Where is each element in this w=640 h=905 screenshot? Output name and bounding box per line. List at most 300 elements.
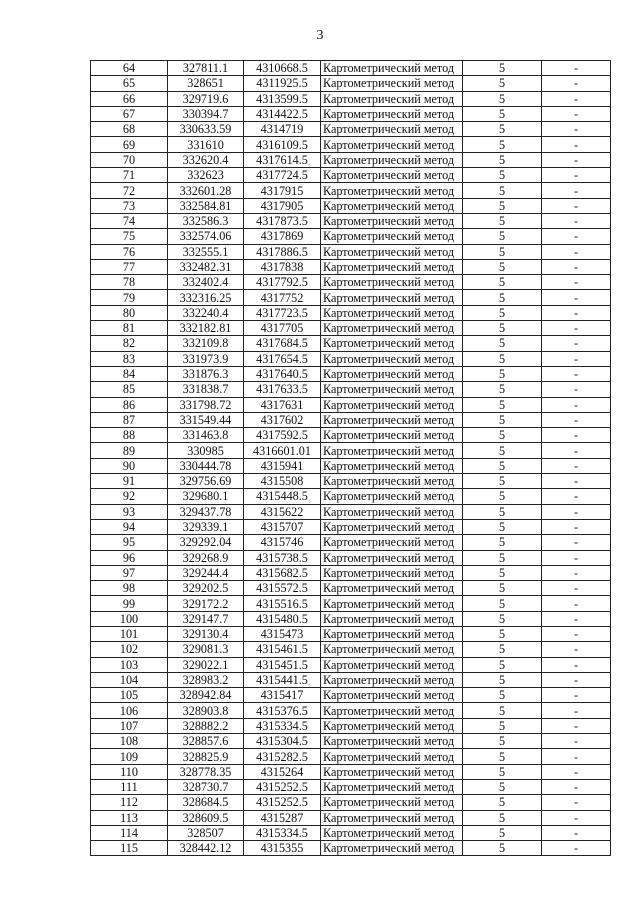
y-coordinate-cell: 4315451.5 [244, 657, 321, 672]
table-row [91, 275, 611, 290]
y-coordinate-cell: 4315304.5 [244, 734, 321, 749]
y-coordinate-cell: 4317723.5 [244, 305, 321, 320]
x-coordinate-cell: 328825.9 [168, 749, 244, 764]
point-number-cell: 85 [91, 382, 168, 397]
y-coordinate-cell: 4315282.5 [244, 749, 321, 764]
table-row [91, 718, 611, 733]
accuracy-cell: 5 [463, 581, 542, 596]
x-coordinate-cell: 329756.69 [168, 474, 244, 489]
x-coordinate-cell: 328507 [168, 825, 244, 840]
x-coordinate-cell: 331798.72 [168, 397, 244, 412]
page-number: 3 [316, 28, 324, 43]
table-row [91, 290, 611, 305]
table-row [91, 779, 611, 794]
accuracy-cell: 5 [463, 657, 542, 672]
x-coordinate-cell: 329022.1 [168, 657, 244, 672]
table-row [91, 137, 611, 152]
note-cell: - [542, 412, 611, 427]
point-number-cell: 112 [91, 795, 168, 810]
method-cell: Картометрический метод [321, 76, 463, 91]
accuracy-cell: 5 [463, 428, 542, 443]
point-number-cell: 74 [91, 213, 168, 228]
point-number-cell: 80 [91, 305, 168, 320]
note-cell: - [542, 305, 611, 320]
accuracy-cell: 5 [463, 91, 542, 106]
method-cell: Картометрический метод [321, 305, 463, 320]
method-cell: Картометрический метод [321, 718, 463, 733]
point-number-cell: 89 [91, 443, 168, 458]
y-coordinate-cell: 4310668.5 [244, 61, 321, 76]
x-coordinate-cell: 328778.35 [168, 764, 244, 779]
method-cell: Картометрический метод [321, 290, 463, 305]
point-number-cell: 76 [91, 244, 168, 259]
table-row [91, 764, 611, 779]
x-coordinate-cell: 332623 [168, 168, 244, 183]
accuracy-cell: 5 [463, 336, 542, 351]
x-coordinate-cell: 332402.4 [168, 275, 244, 290]
note-cell: - [542, 489, 611, 504]
note-cell: - [542, 458, 611, 473]
method-cell: Картометрический метод [321, 596, 463, 611]
point-number-cell: 98 [91, 581, 168, 596]
y-coordinate-cell: 4315746 [244, 535, 321, 550]
accuracy-cell: 5 [463, 779, 542, 794]
y-coordinate-cell: 4315252.5 [244, 779, 321, 794]
point-number-cell: 105 [91, 688, 168, 703]
point-number-cell: 66 [91, 91, 168, 106]
point-number-cell: 111 [91, 779, 168, 794]
method-cell: Картометрический метод [321, 642, 463, 657]
point-number-cell: 110 [91, 764, 168, 779]
x-coordinate-cell: 329339.1 [168, 519, 244, 534]
method-cell: Картометрический метод [321, 198, 463, 213]
x-coordinate-cell: 329172.2 [168, 596, 244, 611]
y-coordinate-cell: 4317592.5 [244, 428, 321, 443]
x-coordinate-cell: 328684.5 [168, 795, 244, 810]
point-number-cell: 99 [91, 596, 168, 611]
coordinates-table-body [91, 61, 611, 856]
accuracy-cell: 5 [463, 305, 542, 320]
table-row [91, 657, 611, 672]
y-coordinate-cell: 4315252.5 [244, 795, 321, 810]
point-number-cell: 87 [91, 412, 168, 427]
accuracy-cell: 5 [463, 412, 542, 427]
note-cell: - [542, 122, 611, 137]
x-coordinate-cell: 332586.3 [168, 213, 244, 228]
table-row [91, 152, 611, 167]
point-number-cell: 114 [91, 825, 168, 840]
method-cell: Картометрический метод [321, 321, 463, 336]
y-coordinate-cell: 4315622 [244, 504, 321, 519]
method-cell: Картометрический метод [321, 734, 463, 749]
note-cell: - [542, 795, 611, 810]
x-coordinate-cell: 332109.8 [168, 336, 244, 351]
method-cell: Картометрический метод [321, 703, 463, 718]
x-coordinate-cell: 329292.04 [168, 535, 244, 550]
x-coordinate-cell: 329268.9 [168, 550, 244, 565]
point-number-cell: 92 [91, 489, 168, 504]
accuracy-cell: 5 [463, 61, 542, 76]
note-cell: - [542, 259, 611, 274]
table-row [91, 305, 611, 320]
table-row [91, 183, 611, 198]
point-number-cell: 68 [91, 122, 168, 137]
note-cell: - [542, 152, 611, 167]
note-cell: - [542, 626, 611, 641]
accuracy-cell: 5 [463, 749, 542, 764]
table-row [91, 550, 611, 565]
accuracy-cell: 5 [463, 137, 542, 152]
note-cell: - [542, 76, 611, 91]
accuracy-cell: 5 [463, 642, 542, 657]
note-cell: - [542, 703, 611, 718]
table-row [91, 504, 611, 519]
y-coordinate-cell: 4317886.5 [244, 244, 321, 259]
method-cell: Картометрический метод [321, 229, 463, 244]
accuracy-cell: 5 [463, 825, 542, 840]
note-cell: - [542, 106, 611, 121]
point-number-cell: 70 [91, 152, 168, 167]
accuracy-cell: 5 [463, 611, 542, 626]
table-row [91, 611, 611, 626]
point-number-cell: 90 [91, 458, 168, 473]
note-cell: - [542, 718, 611, 733]
table-row [91, 810, 611, 825]
point-number-cell: 93 [91, 504, 168, 519]
note-cell: - [542, 213, 611, 228]
method-cell: Картометрический метод [321, 443, 463, 458]
accuracy-cell: 5 [463, 183, 542, 198]
note-cell: - [542, 734, 611, 749]
method-cell: Картометрический метод [321, 611, 463, 626]
note-cell: - [542, 657, 611, 672]
accuracy-cell: 5 [463, 275, 542, 290]
y-coordinate-cell: 4315508 [244, 474, 321, 489]
note-cell: - [542, 550, 611, 565]
x-coordinate-cell: 329719.6 [168, 91, 244, 106]
note-cell: - [542, 198, 611, 213]
y-coordinate-cell: 4317869 [244, 229, 321, 244]
accuracy-cell: 5 [463, 795, 542, 810]
note-cell: - [542, 474, 611, 489]
note-cell: - [542, 779, 611, 794]
table-row [91, 703, 611, 718]
accuracy-cell: 5 [463, 596, 542, 611]
method-cell: Картометрический метод [321, 168, 463, 183]
method-cell: Картометрический метод [321, 825, 463, 840]
method-cell: Картометрический метод [321, 672, 463, 687]
y-coordinate-cell: 4317752 [244, 290, 321, 305]
x-coordinate-cell: 330394.7 [168, 106, 244, 121]
method-cell: Картометрический метод [321, 91, 463, 106]
point-number-cell: 91 [91, 474, 168, 489]
x-coordinate-cell: 331549.44 [168, 412, 244, 427]
y-coordinate-cell: 4317631 [244, 397, 321, 412]
point-number-cell: 100 [91, 611, 168, 626]
x-coordinate-cell: 332182.81 [168, 321, 244, 336]
point-number-cell: 75 [91, 229, 168, 244]
table-row [91, 61, 611, 76]
accuracy-cell: 5 [463, 244, 542, 259]
y-coordinate-cell: 4315355 [244, 841, 321, 856]
y-coordinate-cell: 4317602 [244, 412, 321, 427]
y-coordinate-cell: 4317684.5 [244, 336, 321, 351]
method-cell: Картометрический метод [321, 489, 463, 504]
table-row [91, 489, 611, 504]
y-coordinate-cell: 4316109.5 [244, 137, 321, 152]
x-coordinate-cell: 332584.81 [168, 198, 244, 213]
y-coordinate-cell: 4316601.01 [244, 443, 321, 458]
y-coordinate-cell: 4315287 [244, 810, 321, 825]
y-coordinate-cell: 4315376.5 [244, 703, 321, 718]
table-row [91, 688, 611, 703]
accuracy-cell: 5 [463, 76, 542, 91]
note-cell: - [542, 504, 611, 519]
y-coordinate-cell: 4317654.5 [244, 351, 321, 366]
method-cell: Картометрический метод [321, 795, 463, 810]
x-coordinate-cell: 330985 [168, 443, 244, 458]
accuracy-cell: 5 [463, 841, 542, 856]
point-number-cell: 79 [91, 290, 168, 305]
point-number-cell: 73 [91, 198, 168, 213]
table-row [91, 321, 611, 336]
point-number-cell: 69 [91, 137, 168, 152]
note-cell: - [542, 841, 611, 856]
coordinates-table [90, 60, 611, 856]
method-cell: Картометрический метод [321, 841, 463, 856]
table-row [91, 825, 611, 840]
table-row [91, 382, 611, 397]
point-number-cell: 95 [91, 535, 168, 550]
table-row [91, 565, 611, 580]
note-cell: - [542, 764, 611, 779]
note-cell: - [542, 168, 611, 183]
accuracy-cell: 5 [463, 366, 542, 381]
table-row [91, 366, 611, 381]
point-number-cell: 106 [91, 703, 168, 718]
y-coordinate-cell: 4317873.5 [244, 213, 321, 228]
y-coordinate-cell: 4315572.5 [244, 581, 321, 596]
x-coordinate-cell: 328442.12 [168, 841, 244, 856]
point-number-cell: 102 [91, 642, 168, 657]
point-number-cell: 104 [91, 672, 168, 687]
method-cell: Картометрический метод [321, 351, 463, 366]
x-coordinate-cell: 332601.28 [168, 183, 244, 198]
point-number-cell: 64 [91, 61, 168, 76]
note-cell: - [542, 519, 611, 534]
note-cell: - [542, 61, 611, 76]
method-cell: Картометрический метод [321, 213, 463, 228]
accuracy-cell: 5 [463, 152, 542, 167]
table-row [91, 581, 611, 596]
method-cell: Картометрический метод [321, 565, 463, 580]
note-cell: - [542, 672, 611, 687]
method-cell: Картометрический метод [321, 137, 463, 152]
table-row [91, 734, 611, 749]
accuracy-cell: 5 [463, 504, 542, 519]
point-number-cell: 71 [91, 168, 168, 183]
method-cell: Картометрический метод [321, 474, 463, 489]
y-coordinate-cell: 4315738.5 [244, 550, 321, 565]
accuracy-cell: 5 [463, 290, 542, 305]
point-number-cell: 96 [91, 550, 168, 565]
table-row [91, 213, 611, 228]
method-cell: Картометрический метод [321, 504, 463, 519]
x-coordinate-cell: 331463.8 [168, 428, 244, 443]
table-row [91, 244, 611, 259]
accuracy-cell: 5 [463, 489, 542, 504]
y-coordinate-cell: 4315417 [244, 688, 321, 703]
x-coordinate-cell: 328857.6 [168, 734, 244, 749]
x-coordinate-cell: 328730.7 [168, 779, 244, 794]
accuracy-cell: 5 [463, 259, 542, 274]
table-row [91, 519, 611, 534]
point-number-cell: 107 [91, 718, 168, 733]
note-cell: - [542, 351, 611, 366]
method-cell: Картометрический метод [321, 458, 463, 473]
note-cell: - [542, 611, 611, 626]
y-coordinate-cell: 4314422.5 [244, 106, 321, 121]
point-number-cell: 84 [91, 366, 168, 381]
accuracy-cell: 5 [463, 519, 542, 534]
accuracy-cell: 5 [463, 397, 542, 412]
point-number-cell: 108 [91, 734, 168, 749]
x-coordinate-cell: 332620.4 [168, 152, 244, 167]
accuracy-cell: 5 [463, 198, 542, 213]
method-cell: Картометрический метод [321, 688, 463, 703]
y-coordinate-cell: 4311925.5 [244, 76, 321, 91]
x-coordinate-cell: 327811.1 [168, 61, 244, 76]
accuracy-cell: 5 [463, 688, 542, 703]
x-coordinate-cell: 332482.31 [168, 259, 244, 274]
x-coordinate-cell: 329081.3 [168, 642, 244, 657]
note-cell: - [542, 275, 611, 290]
x-coordinate-cell: 331610 [168, 137, 244, 152]
table-row [91, 412, 611, 427]
method-cell: Картометрический метод [321, 535, 463, 550]
x-coordinate-cell: 328651 [168, 76, 244, 91]
accuracy-cell: 5 [463, 626, 542, 641]
point-number-cell: 86 [91, 397, 168, 412]
point-number-cell: 97 [91, 565, 168, 580]
x-coordinate-cell: 328609.5 [168, 810, 244, 825]
x-coordinate-cell: 332574.06 [168, 229, 244, 244]
x-coordinate-cell: 328983.2 [168, 672, 244, 687]
note-cell: - [542, 321, 611, 336]
note-cell: - [542, 229, 611, 244]
method-cell: Картометрический метод [321, 336, 463, 351]
y-coordinate-cell: 4317838 [244, 259, 321, 274]
y-coordinate-cell: 4315707 [244, 519, 321, 534]
table-row [91, 841, 611, 856]
table-row [91, 458, 611, 473]
note-cell: - [542, 443, 611, 458]
x-coordinate-cell: 330633.59 [168, 122, 244, 137]
accuracy-cell: 5 [463, 550, 542, 565]
point-number-cell: 82 [91, 336, 168, 351]
table-row [91, 336, 611, 351]
x-coordinate-cell: 328942.84 [168, 688, 244, 703]
method-cell: Картометрический метод [321, 764, 463, 779]
method-cell: Картометрический метод [321, 519, 463, 534]
table-row [91, 198, 611, 213]
method-cell: Картометрический метод [321, 657, 463, 672]
accuracy-cell: 5 [463, 672, 542, 687]
note-cell: - [542, 825, 611, 840]
y-coordinate-cell: 4315441.5 [244, 672, 321, 687]
table-row [91, 672, 611, 687]
table-row [91, 535, 611, 550]
note-cell: - [542, 535, 611, 550]
point-number-cell: 72 [91, 183, 168, 198]
y-coordinate-cell: 4315682.5 [244, 565, 321, 580]
method-cell: Картометрический метод [321, 382, 463, 397]
point-number-cell: 83 [91, 351, 168, 366]
accuracy-cell: 5 [463, 458, 542, 473]
method-cell: Картометрический метод [321, 183, 463, 198]
x-coordinate-cell: 331973.9 [168, 351, 244, 366]
point-number-cell: 101 [91, 626, 168, 641]
note-cell: - [542, 642, 611, 657]
accuracy-cell: 5 [463, 443, 542, 458]
table-row [91, 397, 611, 412]
y-coordinate-cell: 4315448.5 [244, 489, 321, 504]
accuracy-cell: 5 [463, 565, 542, 580]
y-coordinate-cell: 4317705 [244, 321, 321, 336]
table-row [91, 91, 611, 106]
method-cell: Картометрический метод [321, 259, 463, 274]
accuracy-cell: 5 [463, 535, 542, 550]
note-cell: - [542, 397, 611, 412]
note-cell: - [542, 366, 611, 381]
x-coordinate-cell: 329437.78 [168, 504, 244, 519]
y-coordinate-cell: 4315461.5 [244, 642, 321, 657]
x-coordinate-cell: 329147.7 [168, 611, 244, 626]
y-coordinate-cell: 4314719 [244, 122, 321, 137]
table-row [91, 76, 611, 91]
x-coordinate-cell: 329130.4 [168, 626, 244, 641]
note-cell: - [542, 336, 611, 351]
y-coordinate-cell: 4315473 [244, 626, 321, 641]
accuracy-cell: 5 [463, 734, 542, 749]
accuracy-cell: 5 [463, 106, 542, 121]
accuracy-cell: 5 [463, 474, 542, 489]
x-coordinate-cell: 332240.4 [168, 305, 244, 320]
y-coordinate-cell: 4315480.5 [244, 611, 321, 626]
method-cell: Картометрический метод [321, 106, 463, 121]
accuracy-cell: 5 [463, 703, 542, 718]
accuracy-cell: 5 [463, 382, 542, 397]
note-cell: - [542, 137, 611, 152]
method-cell: Картометрический метод [321, 428, 463, 443]
note-cell: - [542, 565, 611, 580]
y-coordinate-cell: 4315264 [244, 764, 321, 779]
y-coordinate-cell: 4313599.5 [244, 91, 321, 106]
y-coordinate-cell: 4317915 [244, 183, 321, 198]
note-cell: - [542, 428, 611, 443]
point-number-cell: 78 [91, 275, 168, 290]
y-coordinate-cell: 4317633.5 [244, 382, 321, 397]
table-row [91, 443, 611, 458]
table-row [91, 749, 611, 764]
point-number-cell: 77 [91, 259, 168, 274]
point-number-cell: 65 [91, 76, 168, 91]
table-row [91, 795, 611, 810]
method-cell: Картометрический метод [321, 810, 463, 825]
table-row [91, 642, 611, 657]
method-cell: Картометрический метод [321, 152, 463, 167]
accuracy-cell: 5 [463, 213, 542, 228]
